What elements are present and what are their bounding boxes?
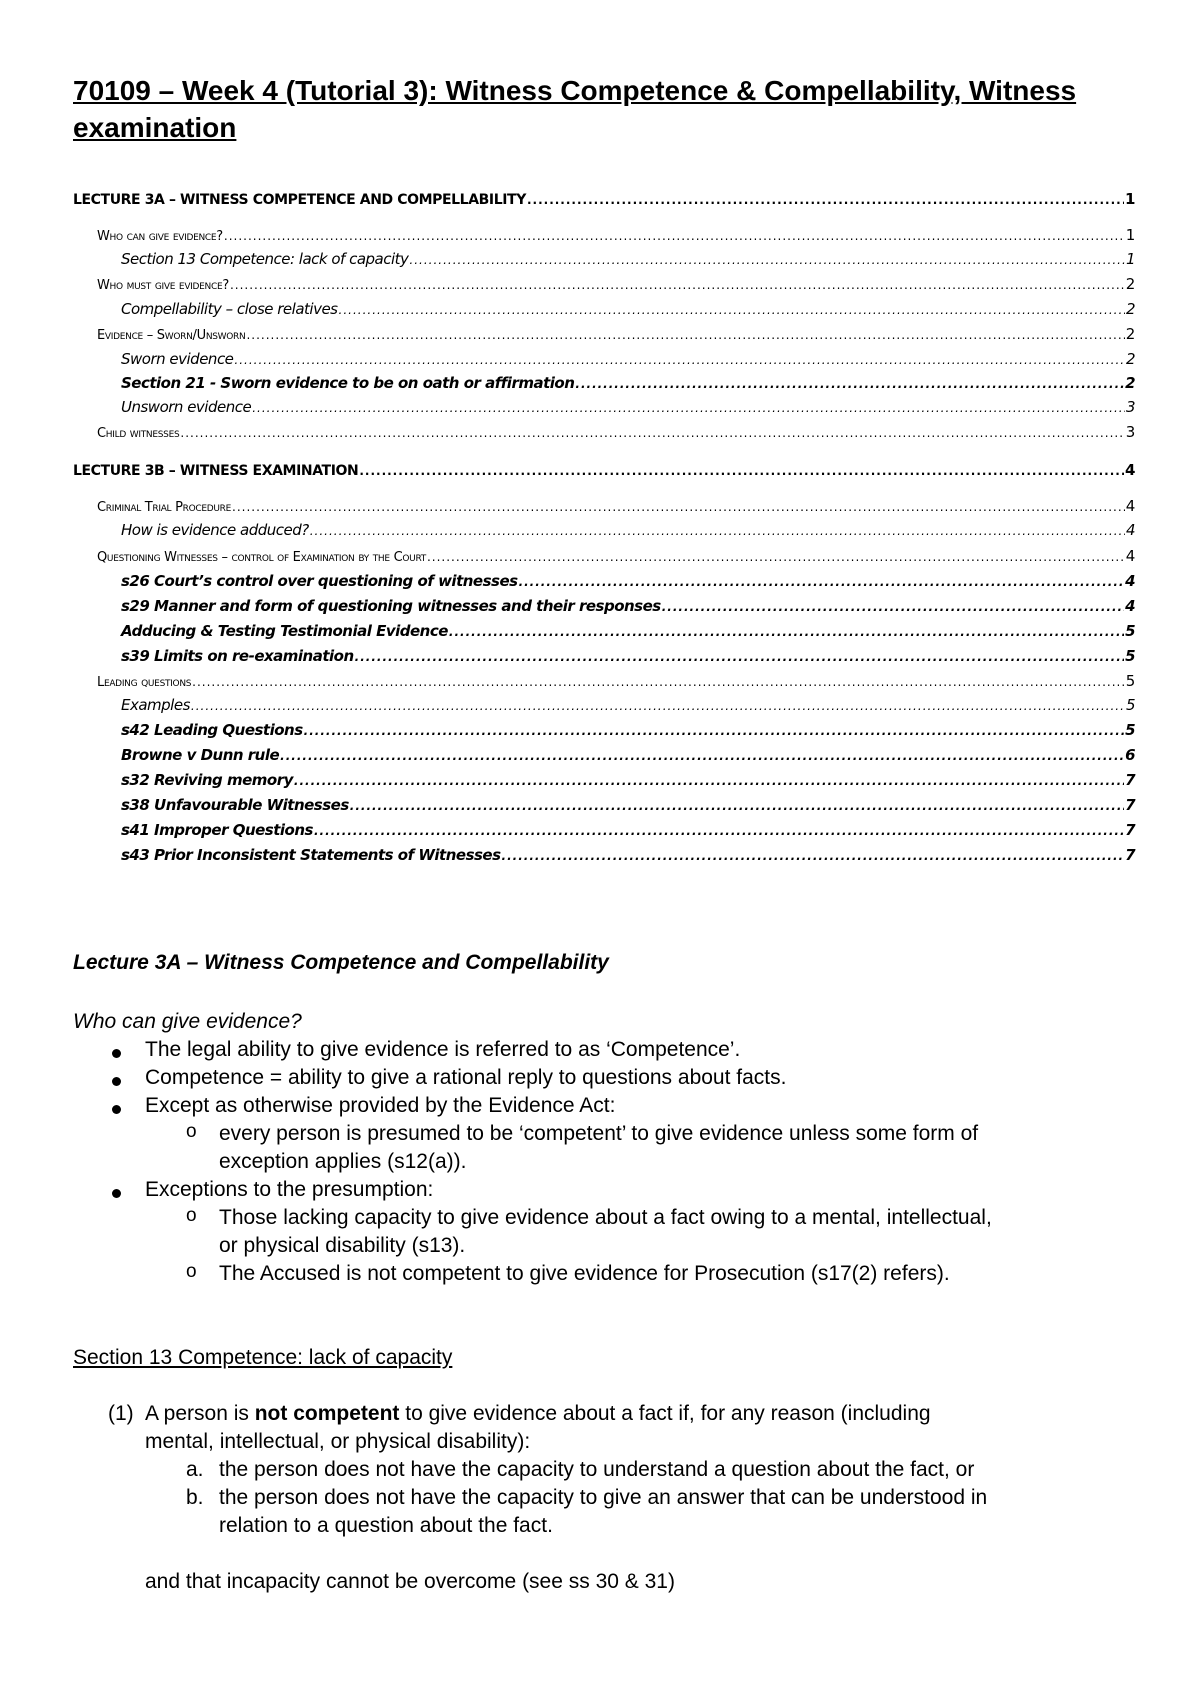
toc-leader <box>294 774 1124 788</box>
toc-leader <box>427 550 1125 564</box>
toc-page-number: 7 <box>1125 796 1135 814</box>
toc-page-number: 1 <box>1125 250 1135 268</box>
toc-page-number: 3 <box>1125 398 1135 416</box>
sub-bullet-text: Those lacking capacity to give evidence about a fact owing to a mental, intellectual, <box>219 1206 992 1229</box>
toc-leader <box>350 799 1124 813</box>
sub-bullet-text: every person is presumed to be ‘competent’ to give evidence unless some form of <box>219 1122 979 1145</box>
section-13-item-text-continued: mental, intellectual, or physical disability): <box>145 1430 531 1453</box>
toc-entry-text: s41 Improper Questions <box>121 821 313 839</box>
toc-entry[interactable] <box>121 250 1135 272</box>
list-label-b: b. <box>186 1486 204 1509</box>
bullet-icon <box>112 1049 121 1058</box>
toc-entry[interactable] <box>121 374 1135 396</box>
toc-page-number: 1 <box>1125 226 1135 244</box>
toc-entry-text: Questioning Witnesses – control of Examination by the Court <box>97 550 426 565</box>
toc-page-number: 5 <box>1125 622 1135 640</box>
bullet-text: Competence = ability to give a rational reply to questions about facts. <box>145 1066 787 1089</box>
toc-leader <box>310 524 1125 538</box>
who-can-give-evidence-heading: Who can give evidence? <box>73 1010 302 1033</box>
toc-entry-text: s32 Reviving memory <box>121 771 293 789</box>
toc-entry-text: Compellability – close relatives <box>121 300 338 318</box>
toc-entry-text: s39 Limits on re-examination <box>121 647 354 665</box>
bullet-text: Except as otherwise provided by the Evidence Act: <box>145 1094 616 1117</box>
toc-page-number: 4 <box>1125 497 1135 515</box>
toc-entry-text: LECTURE 3B – WITNESS EXAMINATION <box>73 463 359 479</box>
toc-leader <box>359 464 1124 478</box>
toc-leader <box>234 353 1125 367</box>
toc-leader <box>575 377 1124 391</box>
toc-leader <box>527 193 1124 207</box>
toc-leader <box>449 625 1124 639</box>
toc-entry-text: s43 Prior Inconsistent Statements of Witnesses <box>121 846 501 864</box>
toc-page-number: 4 <box>1124 461 1135 479</box>
toc-page-number: 4 <box>1125 572 1135 590</box>
bullet-icon <box>112 1189 121 1198</box>
sub-bullet-text: The Accused is not competent to give evidence for Prosecution (s17(2) refers). <box>219 1262 950 1285</box>
toc-leader <box>252 401 1125 415</box>
toc-page-number: 2 <box>1125 350 1135 368</box>
sub-bullet-icon: o <box>186 1121 197 1142</box>
sub-bullet-icon: o <box>186 1261 197 1282</box>
sub-bullet-text-continued: or physical disability (s13). <box>219 1234 466 1257</box>
toc-page-number: 6 <box>1125 746 1135 764</box>
toc-entry[interactable] <box>73 190 1135 212</box>
toc-entry[interactable] <box>121 696 1135 718</box>
toc-entry[interactable] <box>97 547 1135 569</box>
toc-entry[interactable] <box>121 521 1135 543</box>
toc-page-number: 4 <box>1125 547 1135 565</box>
bullet-text: The legal ability to give evidence is referred to as ‘Competence’. <box>145 1038 741 1061</box>
toc-page-number: 7 <box>1125 846 1135 864</box>
section-13-item-text <box>145 1400 931 1428</box>
toc-entry[interactable] <box>73 461 1135 483</box>
toc-entry-text: Leading questions <box>97 675 192 690</box>
toc-entry[interactable] <box>121 771 1135 793</box>
toc-entry-text: s26 Court’s control over questioning of witnesses <box>121 572 518 590</box>
toc-leader <box>409 253 1125 267</box>
toc-leader <box>339 303 1125 317</box>
toc-page-number: 1 <box>1124 190 1135 208</box>
toc-entry-text: Who must give evidence? <box>97 278 229 293</box>
toc-page-number: 7 <box>1125 771 1135 789</box>
toc-leader <box>192 675 1125 689</box>
toc-entry[interactable] <box>97 325 1135 347</box>
toc-page-number: 2 <box>1125 325 1135 343</box>
toc-entry[interactable] <box>121 398 1135 420</box>
item-text-pre: A person is <box>145 1402 255 1425</box>
lecture-heading: Lecture 3A – Witness Competence and Compellability <box>73 951 609 974</box>
toc-leader <box>232 500 1125 514</box>
section-13-closing: and that incapacity cannot be overcome (see ss 30 & 31) <box>145 1570 675 1593</box>
toc-leader <box>191 699 1125 713</box>
toc-entry-text: Sworn evidence <box>121 350 234 368</box>
toc-leader <box>230 278 1125 292</box>
list-item-b: the person does not have the capacity to give an answer that can be understood in <box>219 1486 988 1509</box>
toc-entry-text: Child witnesses <box>97 426 180 441</box>
toc-entry[interactable] <box>121 622 1135 644</box>
toc-page-number: 5 <box>1125 696 1135 714</box>
toc-entry[interactable] <box>97 423 1135 445</box>
toc-leader <box>662 600 1124 614</box>
toc-entry-text: Who can give evidence? <box>97 229 223 244</box>
toc-entry[interactable] <box>121 821 1135 843</box>
bullet-icon <box>112 1077 121 1086</box>
toc-page-number: 7 <box>1125 821 1135 839</box>
bullet-text: Exceptions to the presumption: <box>145 1178 434 1201</box>
toc-entry[interactable] <box>121 721 1135 743</box>
toc-entry[interactable] <box>97 275 1135 297</box>
item-text-post: to give evidence about a fact if, for any reason (including <box>399 1402 931 1425</box>
toc-page-number: 2 <box>1125 300 1135 318</box>
toc-entry-text: Criminal Trial Procedure <box>97 500 231 515</box>
toc-entry[interactable] <box>121 597 1135 619</box>
toc-entry-text: Browne v Dunn rule <box>121 746 280 764</box>
toc-entry[interactable] <box>121 796 1135 818</box>
toc-leader <box>355 650 1124 664</box>
toc-entry-text: Examples <box>121 696 190 714</box>
toc-page-number: 5 <box>1125 672 1135 690</box>
toc-entry-text: Evidence – Sworn/Unsworn <box>97 328 246 343</box>
list-item-b-continued: relation to a question about the fact. <box>219 1514 553 1537</box>
toc-entry-text: s42 Leading Questions <box>121 721 303 739</box>
section-13-item-number: (1) <box>108 1402 134 1425</box>
document-title: 70109 – Week 4 (Tutorial 3): Witness Competence & Compellability, Witness examination <box>73 75 1077 143</box>
toc-page-number: 4 <box>1125 521 1135 539</box>
toc-entry-text: Section 21 - Sworn evidence to be on oath or affirmation <box>121 374 575 392</box>
toc-entry[interactable] <box>121 350 1135 372</box>
toc-entry-text: LECTURE 3A – WITNESS COMPETENCE AND COMPELLABILITY <box>73 192 526 208</box>
list-label-a: a. <box>186 1458 204 1481</box>
toc-entry[interactable] <box>121 572 1135 594</box>
toc-page-number: 2 <box>1125 374 1135 392</box>
section-13-heading: Section 13 Competence: lack of capacity <box>73 1346 453 1369</box>
toc-leader <box>280 749 1124 763</box>
bullet-icon <box>112 1105 121 1114</box>
toc-entry-text: Section 13 Competence: lack of capacity <box>121 250 409 268</box>
toc-entry-text: s38 Unfavourable Witnesses <box>121 796 349 814</box>
toc-leader <box>180 426 1124 440</box>
toc-entry[interactable] <box>121 846 1135 868</box>
toc-page-number: 3 <box>1125 423 1135 441</box>
toc-page-number: 4 <box>1125 597 1135 615</box>
toc-leader <box>224 229 1125 243</box>
toc-entry[interactable] <box>121 647 1135 669</box>
toc-leader <box>502 849 1125 863</box>
toc-leader <box>519 575 1125 589</box>
toc-entry[interactable] <box>97 226 1135 248</box>
toc-page-number: 5 <box>1125 721 1135 739</box>
toc-page-number: 5 <box>1125 647 1135 665</box>
sub-bullet-text-continued: exception applies (s12(a)). <box>219 1150 467 1173</box>
toc-entry[interactable] <box>121 746 1135 768</box>
toc-page-number: 2 <box>1125 275 1135 293</box>
sub-bullet-icon: o <box>186 1205 197 1226</box>
toc-entry[interactable] <box>121 300 1135 322</box>
item-text-bold: not competent <box>254 1402 400 1425</box>
toc-entry[interactable] <box>97 497 1135 519</box>
list-item-a: the person does not have the capacity to understand a question about the fact, or <box>219 1458 975 1481</box>
toc-entry-text: Adducing & Testing Testimonial Evidence <box>121 622 448 640</box>
toc-entry-text: Unsworn evidence <box>121 398 252 416</box>
toc-leader <box>304 724 1124 738</box>
toc-leader <box>246 328 1124 342</box>
toc-entry-text: How is evidence adduced? <box>121 521 309 539</box>
toc-entry-text: s29 Manner and form of questioning witnesses and their responses <box>121 597 661 615</box>
toc-entry[interactable] <box>97 672 1135 694</box>
toc-leader <box>314 824 1124 838</box>
